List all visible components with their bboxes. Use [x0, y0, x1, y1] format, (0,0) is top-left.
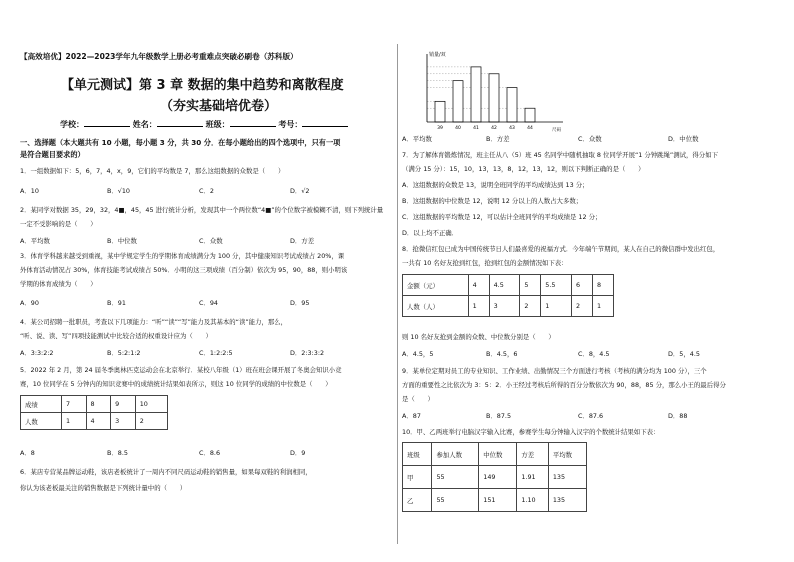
- question-2-cont: 一定不受影响的是（ ）: [20, 220, 97, 228]
- table-cell: 8: [86, 396, 111, 413]
- q10-table: [402, 442, 587, 512]
- option-a[interactable]: A．8: [20, 449, 35, 457]
- option-a[interactable]: A．3:3:2:2: [20, 349, 54, 357]
- question-5-cont: 赛，10 位同学在 5 分钟内的知识竞赛中的成绩统计结果如表所示，则这 10 位同学的成绩的中位数是（ ）: [20, 380, 332, 388]
- option-b[interactable]: B．中位数: [107, 237, 137, 245]
- name-input[interactable]: [157, 118, 203, 127]
- x-tick-label: 44: [527, 126, 533, 131]
- table-cell: 3: [111, 413, 136, 430]
- option-b[interactable]: B．√10: [107, 187, 130, 195]
- table-cell: 1: [592, 296, 613, 317]
- x-axis-label: 尺码: [552, 128, 561, 132]
- table-cell: 乙: [403, 489, 432, 512]
- option-a[interactable]: A．这组数据的众数是 13，说明全班同学的平均成绩达到 13 分；: [402, 181, 589, 189]
- section-heading: 一、选择题（本大题共有 10 小题，每小题 3 分，共 30 分．在每小题给出的四个选项中，只有一项: [20, 138, 341, 147]
- x-tick-label: 41: [473, 126, 479, 131]
- exam-header: 【高效培优】2022—2023学年九年级数学上册必考重难点突破必刷卷（苏科版）: [20, 52, 298, 61]
- name-label: 姓名：: [132, 120, 157, 129]
- table-cell: 成绩: [21, 396, 62, 413]
- question-5: 5．2022 年 2 月，第 24 届冬季奥林匹克运动会在北京举行．某校八年级（1）班在班会课开展了冬奥会知识小竞: [20, 366, 342, 374]
- table-cell: 人数: [21, 413, 62, 430]
- table-row: [21, 396, 168, 413]
- x-tick-label: 43: [509, 126, 515, 131]
- table-cell: 方差: [517, 443, 548, 466]
- question-8-cont2: 则 10 名好友抢到金额的众数、中位数分别是（ ）: [402, 333, 555, 341]
- table-cell: 人数（人）: [403, 296, 469, 317]
- table-cell: 1: [468, 296, 489, 317]
- table-cell: 55: [432, 489, 479, 512]
- option-a[interactable]: A．平均数: [20, 237, 50, 245]
- option-c[interactable]: C．87.6: [578, 412, 604, 420]
- option-d[interactable]: D．88: [668, 412, 688, 420]
- option-b[interactable]: B．91: [107, 299, 126, 307]
- chart-bar: [435, 101, 445, 122]
- table-cell: 9: [111, 396, 136, 413]
- question-9-cont: 方面的重要性之比依次为 3：5：2．小王经过考核后所得的百分分数依次为 90，88，85 分，那么小王的最后得分: [402, 381, 726, 389]
- table-cell: 2: [135, 413, 167, 430]
- table-cell: 6: [572, 275, 593, 296]
- option-c[interactable]: C．众数: [578, 135, 602, 143]
- option-a[interactable]: A．87: [402, 412, 421, 420]
- chart-bar: [453, 81, 463, 122]
- table-cell: 甲: [403, 466, 432, 489]
- question-2: 2．某同学对数据 35，29，32，4■，45，45 进行统计分析，发现其中一个两位数“4■”的个位数字被模糊不清，则下列统计量: [20, 206, 384, 214]
- x-tick-label: 40: [455, 126, 461, 131]
- table-cell: 3: [489, 296, 520, 317]
- table-cell: 5: [520, 275, 541, 296]
- table-cell: 中位数: [479, 443, 517, 466]
- option-b[interactable]: B．87.5: [486, 412, 512, 420]
- option-d[interactable]: D．5，4.5: [668, 350, 700, 358]
- question-10: 10．甲、乙两班举行电脑汉字输入比赛，参赛学生每分钟输入汉字的个数统计结果如下表：: [402, 428, 660, 436]
- option-c[interactable]: C．这组数据的平均数是 12，可以估计全班同学的平均成绩是 12 分；: [402, 213, 602, 221]
- option-c[interactable]: C．94: [199, 299, 218, 307]
- table-cell: 1: [541, 296, 572, 317]
- page-subtitle: （夯实基础培优卷）: [160, 99, 278, 114]
- option-b[interactable]: B．5:2:1:2: [107, 349, 141, 357]
- option-c[interactable]: C．8.6: [199, 449, 221, 457]
- option-d[interactable]: D．方差: [290, 237, 315, 245]
- option-d[interactable]: D．9: [290, 449, 306, 457]
- question-7-cont: （满分 15 分）：15，10，13，13，8，12，13，12，则以下判断正确的是（ ）: [402, 165, 645, 173]
- table-cell: 4: [86, 413, 111, 430]
- question-3-cont2: 学期的体育成绩为（ ）: [20, 280, 97, 288]
- class-label: 班级：: [205, 120, 230, 129]
- table-row: [403, 296, 614, 317]
- table-row: [403, 489, 587, 512]
- option-d[interactable]: D．中位数: [668, 135, 699, 143]
- option-c[interactable]: C．8，4.5: [578, 350, 610, 358]
- school-label: 学校：: [60, 120, 84, 129]
- question-7: 7．为了解体育锻炼情况，班主任从八（5）班 45 名同学中随机抽取 8 位同学开展“1 分钟跳绳”测试，得分如下: [402, 151, 718, 159]
- table-cell: 参加人数: [432, 443, 479, 466]
- table-row: [403, 275, 614, 296]
- table-cell: 1: [61, 413, 86, 430]
- question-6-cont: 你认为该老板最关注的销售数据是下列统计量中的（ ）: [20, 484, 187, 492]
- option-a[interactable]: A．90: [20, 299, 39, 307]
- question-6: 6．某店专营某品牌运动鞋，该店老板统计了一周内不同尺码运动鞋的销售量，如果每双鞋的利润相同，: [20, 468, 312, 476]
- question-9: 9．某单位定期对员工的专业知识、工作业绩、出勤情况三个方面进行考核（考核的满分均为 100 分），三个: [402, 367, 707, 375]
- y-axis-label: 销量/双: [429, 52, 446, 58]
- question-3-cont: 外体育活动情况占 30%，体育技能考试成绩占 50%．小明的这三项成绩（百分制）依次为 95，90，88，则小明该: [20, 266, 348, 274]
- option-b[interactable]: B．方差: [486, 135, 510, 143]
- number-label: 考号：: [278, 120, 303, 129]
- x-tick-label: 42: [491, 126, 497, 131]
- option-d[interactable]: D．√2: [290, 187, 310, 195]
- option-c[interactable]: C．2: [199, 187, 214, 195]
- option-b[interactable]: B．4.5，6: [486, 350, 518, 358]
- chart-bar: [471, 67, 481, 122]
- table-cell: 151: [479, 489, 517, 512]
- option-c[interactable]: C．1:2:2:5: [199, 349, 233, 357]
- question-4: 4．某公司招聘一批职员，考查以下几项能力：“听”“读”“写”能力及其基本的“读”能力，那么，: [20, 318, 288, 326]
- option-a[interactable]: A．4.5，5: [402, 350, 434, 358]
- table-cell: 金额（元）: [403, 275, 469, 296]
- school-input[interactable]: [84, 118, 130, 127]
- question-8-cont: 一共有 10 名好友抢到红包，抢到红包的金额情况如下表：: [402, 259, 568, 267]
- table-row: [21, 413, 168, 430]
- sales-bar-chart: [413, 48, 573, 132]
- number-input[interactable]: [302, 118, 348, 127]
- page-title: 【单元测试】第 3 章 数据的集中趋势和离散程度: [61, 78, 344, 93]
- option-d[interactable]: D．以上均不正确．: [402, 229, 459, 237]
- q8-table: [402, 274, 614, 317]
- table-cell: 135: [548, 466, 586, 489]
- option-d[interactable]: D．2:3:3:2: [290, 349, 325, 357]
- table-cell: 1.91: [517, 466, 548, 489]
- column-divider: [397, 44, 398, 544]
- table-cell: 149: [479, 466, 517, 489]
- question-8: 8．抢微信红包已成为中国传统节日人们最喜爱的祝福方式．今年端午节期间，某人在自己的微信群中发出红包，: [402, 245, 720, 253]
- table-row: [403, 466, 587, 489]
- option-b[interactable]: B．这组数据的中位数是 12，说明 12 分以上的人数占大多数；: [402, 197, 583, 205]
- student-info-fields: [60, 118, 348, 130]
- option-a[interactable]: A．平均数: [402, 135, 432, 143]
- q5-table: [20, 395, 168, 430]
- table-cell: 平均数: [548, 443, 586, 466]
- table-cell: 55: [432, 466, 479, 489]
- table-cell: 班级: [403, 443, 432, 466]
- chart-bar: [525, 108, 535, 122]
- table-cell: 135: [548, 489, 586, 512]
- question-3: 3．体育学科越来越受到重视，某中学规定学生的学期体育成绩满分为 100 分，其中健康知识考试成绩占 20%，课: [20, 252, 345, 260]
- table-cell: 5.5: [541, 275, 572, 296]
- table-row: [403, 443, 587, 466]
- table-cell: 1.10: [517, 489, 548, 512]
- table-cell: 4.5: [489, 275, 520, 296]
- x-tick-label: 39: [437, 126, 443, 131]
- question-4-cont: “听、说、读、写”四项技能测试中比较合适的权重设计应为（ ）: [20, 332, 212, 340]
- section-heading-cont: 是符合题目要求的）: [20, 150, 85, 159]
- table-cell: 8: [592, 275, 613, 296]
- chart-bar: [507, 88, 517, 122]
- option-b[interactable]: B．8.5: [107, 449, 128, 457]
- option-d[interactable]: D．95: [290, 299, 310, 307]
- table-cell: 7: [61, 396, 86, 413]
- chart-bar: [489, 74, 499, 122]
- table-cell: 2: [572, 296, 593, 317]
- question-1: 1．一组数据如下：5，6，7，4，x，9，它们的平均数是 7，那么这组数据的众数是（ ）: [20, 167, 285, 175]
- table-cell: 2: [520, 296, 541, 317]
- table-cell: 4: [468, 275, 489, 296]
- option-c[interactable]: C．众数: [199, 237, 223, 245]
- question-9-cont2: 是（ ）: [402, 395, 434, 403]
- table-cell: 10: [135, 396, 167, 413]
- class-input[interactable]: [230, 118, 276, 127]
- option-a[interactable]: A．10: [20, 187, 39, 195]
